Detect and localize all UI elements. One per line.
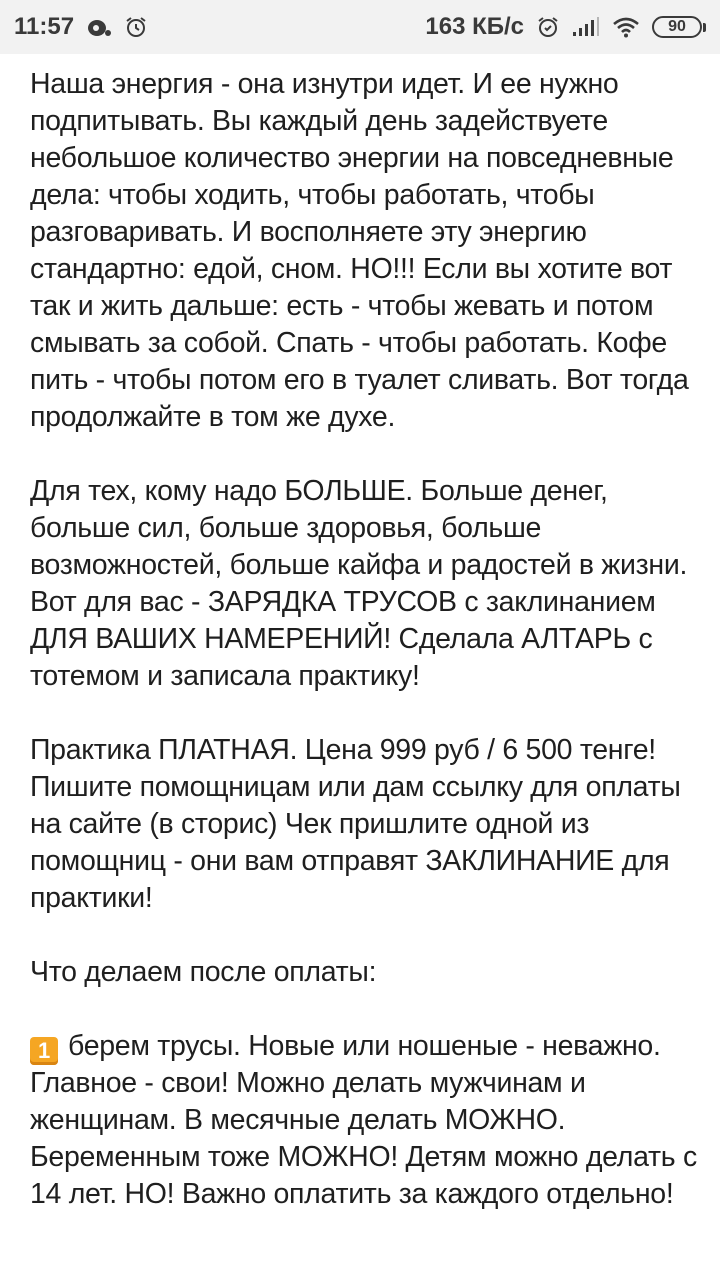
wifi-icon — [612, 16, 640, 38]
alarm-icon — [124, 15, 148, 39]
battery-icon — [652, 16, 706, 38]
paragraph-price: Практика ПЛАТНАЯ. Цена 999 руб / 6 500 тенге! Пишите помощницам или дам ссылку для оплаты на сайте (в сторис) Чек пришлите одной из помощниц - они вам отправят ЗАКЛИНАНИЕ для практики! — [30, 734, 681, 914]
battery-tip — [703, 23, 706, 32]
paragraph-after-payment: Что делаем после оплаты: — [30, 956, 377, 988]
battery-level: 90 — [652, 16, 702, 38]
network-speed: 163 КБ/с — [425, 13, 524, 40]
status-bar — [0, 0, 720, 54]
status-bar-right — [425, 13, 706, 41]
notification-icon — [86, 16, 112, 38]
paragraph-more: Для тех, кому надо БОЛЬШЕ. Больше денег, больше сил, больше здоровья, больше возможностей, больше кайфа и радостей в жизни. Вот для вас - ЗАРЯДКА ТРУСОВ с заклинанием ДЛЯ ВАШИХ НАМЕРЕНИЙ! Сделала АЛТАРЬ с тотемом и записала практику! — [30, 475, 688, 692]
status-time: 11:57 — [14, 13, 75, 40]
signal-icon — [572, 17, 600, 37]
status-bar-left — [14, 13, 148, 41]
keycap-one-icon: 1 — [30, 1037, 58, 1065]
step-1 — [30, 1028, 706, 1213]
alarm-icon — [536, 15, 560, 39]
article-body — [30, 66, 706, 1250]
step-1-text: берем трусы. Новые или ношеные - неважно. Главное - свои! Можно делать мужчинам и женщинам. В месячные делать МОЖНО. Беременным тоже МОЖНО! Детям можно делать с 14 лет. НО! Важно оплатить за каждого отдельно! — [30, 1030, 697, 1210]
paragraph-energy: Наша энергия - она изнутри идет. И ее нужно подпитывать. Вы каждый день задействуете небольшое количество энергии на повседневные дела: чтобы ходить, чтобы работать, чтобы разговаривать. И восполняете эту энергию стандартно: едой, сном. НО!!! Если вы хотите вот так и жить дальше: есть - чтобы жевать и потом смывать за собой. Спать - чтобы работать. Кофе пить - чтобы потом его в туалет сливать. Вот тогда продолжайте в том же духе. — [30, 68, 689, 433]
